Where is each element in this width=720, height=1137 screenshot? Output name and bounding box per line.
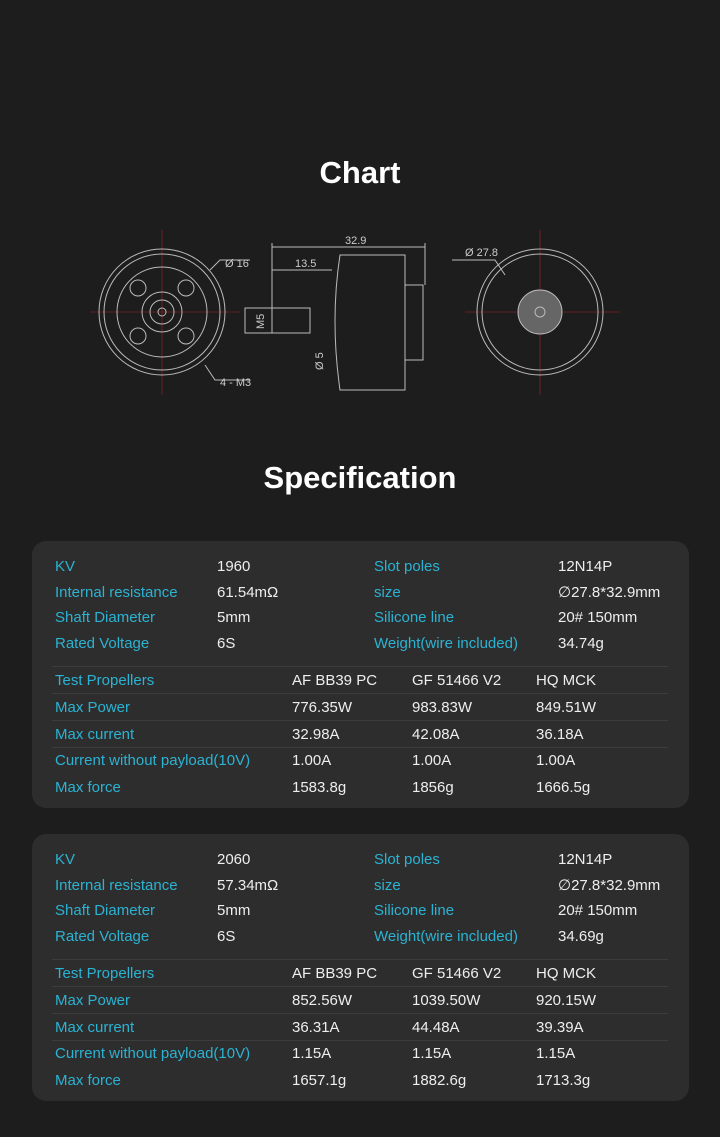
dim-shaft-length: 13.5	[295, 258, 317, 270]
motor-front-view	[90, 230, 250, 395]
spec-value: 34.69g	[558, 928, 604, 946]
table-row-label: Max Power	[55, 698, 131, 716]
table-cell: 852.56W	[292, 991, 353, 1009]
table-cell: HQ MCK	[536, 965, 596, 982]
table-cell: 920.15W	[536, 991, 597, 1009]
table-cell: AF BB39 PC	[292, 672, 378, 689]
spec-card	[32, 834, 689, 1101]
table-cell: 1856g	[412, 779, 454, 797]
spec-label: Rated Voltage	[55, 928, 150, 946]
spec-label: KV	[55, 558, 76, 575]
spec-value: 5mm	[217, 609, 251, 627]
row-divider	[52, 1013, 668, 1014]
spec-label: Silicone line	[374, 902, 455, 920]
table-cell: 1583.8g	[292, 779, 347, 797]
table-cell: 1039.50W	[412, 991, 481, 1009]
table-cell: 1666.5g	[536, 779, 591, 797]
spec-label: size	[374, 583, 401, 601]
table-cell: 1.00A	[292, 752, 332, 770]
spec-label: Shaft Diameter	[55, 609, 156, 627]
table-cell: 1713.3g	[536, 1072, 591, 1090]
table-cell: 1.15A	[412, 1045, 452, 1063]
dim-thread: M5	[255, 313, 267, 329]
table-cell: 1.00A	[536, 752, 576, 770]
table-cell: 1882.6g	[412, 1072, 467, 1090]
table-row-label: Max current	[55, 725, 135, 743]
spec-label: Shaft Diameter	[55, 902, 156, 920]
spec-value: 2060	[217, 851, 251, 868]
table-row-label: Current without payload(10V)	[55, 752, 251, 770]
table-cell: 32.98A	[292, 725, 340, 743]
dim-length: 32.9	[345, 235, 367, 247]
spec-value: 20# 150mm	[558, 902, 638, 920]
table-cell: GF 51466 V2	[412, 672, 502, 689]
table-cell: 776.35W	[292, 698, 353, 716]
row-divider	[52, 747, 668, 748]
table-cell: 36.18A	[536, 725, 584, 743]
chart-heading: Chart	[319, 155, 401, 190]
dim-outer-diameter: Ø 27.8	[465, 247, 499, 259]
dim-bolt-circle: Ø 16	[225, 258, 249, 270]
table-row-label: Max force	[55, 779, 121, 797]
specification-heading: Specification	[263, 460, 457, 495]
spec-value: 61.54mΩ	[217, 583, 279, 601]
dim-mount-screws: 4 - M3	[220, 377, 252, 389]
spec-label: KV	[55, 851, 76, 868]
table-cell: 1.15A	[292, 1045, 332, 1063]
table-cell: 39.39A	[536, 1018, 584, 1036]
table-cell: 44.48A	[412, 1018, 460, 1036]
spec-card	[32, 541, 689, 808]
table-row-label: Max current	[55, 1018, 135, 1036]
spec-label: Silicone line	[374, 609, 455, 627]
spec-label: Rated Voltage	[55, 635, 150, 653]
table-row-label: Current without payload(10V)	[55, 1045, 251, 1063]
table-row-label: Test Propellers	[55, 672, 155, 689]
spec-label: size	[374, 876, 401, 894]
table-cell: 1.15A	[536, 1045, 576, 1063]
dim-shaft-diameter: Ø 5	[314, 352, 326, 370]
table-row-label: Max force	[55, 1072, 121, 1090]
motor-dimension-drawing	[90, 225, 630, 395]
table-row-label: Test Propellers	[55, 965, 155, 982]
spec-label: Weight(wire included)	[374, 928, 518, 946]
spec-value: ∅27.8*32.9mm	[558, 583, 661, 601]
row-divider	[52, 986, 668, 987]
table-cell: 1.00A	[412, 752, 452, 770]
table-cell: 849.51W	[536, 698, 597, 716]
divider	[52, 666, 668, 667]
table-cell: 1657.1g	[292, 1072, 347, 1090]
spec-label: Weight(wire included)	[374, 635, 518, 653]
table-cell: AF BB39 PC	[292, 965, 378, 982]
divider	[52, 959, 668, 960]
spec-value: 20# 150mm	[558, 609, 638, 627]
spec-label: Slot poles	[374, 558, 440, 575]
motor-side-view	[245, 243, 425, 390]
row-divider	[52, 720, 668, 721]
table-cell: 983.83W	[412, 698, 473, 716]
table-cell: GF 51466 V2	[412, 965, 502, 982]
spec-value: 57.34mΩ	[217, 876, 279, 894]
spec-value: 5mm	[217, 902, 251, 920]
spec-value: 34.74g	[558, 635, 604, 653]
spec-value: ∅27.8*32.9mm	[558, 876, 661, 894]
spec-value: 6S	[217, 635, 236, 653]
spec-label: Slot poles	[374, 851, 440, 868]
spec-value: 6S	[217, 928, 236, 946]
table-cell: HQ MCK	[536, 672, 596, 689]
table-cell: 42.08A	[412, 725, 460, 743]
spec-label: Internal resistance	[55, 583, 178, 601]
table-cell: 36.31A	[292, 1018, 340, 1036]
spec-label: Internal resistance	[55, 876, 178, 894]
row-divider	[52, 693, 668, 694]
table-row-label: Max Power	[55, 991, 131, 1009]
spec-value: 12N14P	[558, 851, 613, 868]
spec-value: 12N14P	[558, 558, 613, 575]
row-divider	[52, 1040, 668, 1041]
spec-value: 1960	[217, 558, 251, 575]
